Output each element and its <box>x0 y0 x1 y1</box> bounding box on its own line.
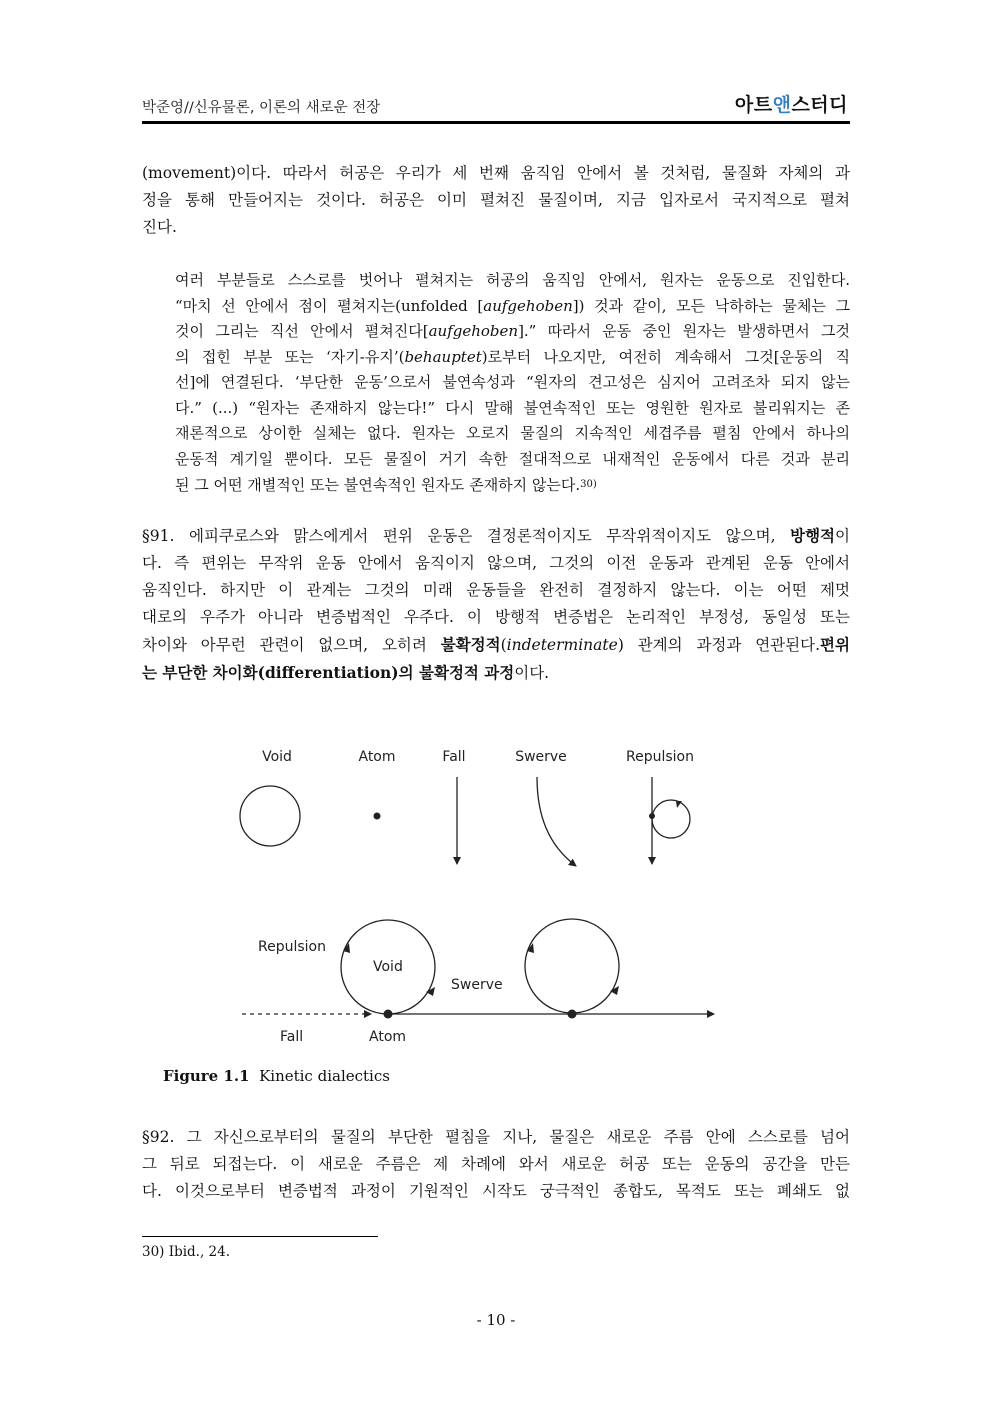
text-line: 의 접힌 부분 또는 ‘자기-유지’(behauptet)로부터 나오지만, 여전히 계속해서 그것[운동의 직 <box>175 347 850 366</box>
text-line: 재론적으로 상이한 실체는 없다. 원자는 오로지 물질의 지속적인 세겹주름 펼침 안에서 하나의 <box>175 424 850 442</box>
label-swerve: Swerve <box>515 749 567 765</box>
second-loop-circle <box>525 919 619 1013</box>
text-line: 운동적 계기일 뿐이다. 모든 물질이 거기 속한 절대적으로 내재적인 운동에서 다른 것과 분리 <box>175 449 850 468</box>
footnote-rule <box>142 1236 378 1237</box>
running-header <box>142 90 850 120</box>
label-atom: Atom <box>358 749 396 765</box>
text-line: 것이 그리는 직선 안에서 펼쳐진다[aufgehoben].” 따라서 운동 중인 원자는 발생하면서 그것 <box>175 322 850 340</box>
figure-caption <box>163 1067 390 1085</box>
text-line: 다. 즉 편위는 무작위 운동 안에서 움직이지 않으며, 그것의 이전 운동과 관계된 운동 안에서 <box>142 554 850 572</box>
header-rule <box>142 121 850 124</box>
label-atom-bottom: Atom <box>369 1029 407 1045</box>
footnote-30: 30) Ibid., 24. <box>142 1244 231 1260</box>
repulsion-loop-arrowhead <box>676 801 682 808</box>
page-number: - 10 - <box>476 1311 516 1329</box>
footnote-ref: 30) <box>580 479 597 490</box>
journal-logo <box>735 90 848 117</box>
swerve-arrow <box>537 777 576 866</box>
logo-part-3: 스터디 <box>791 94 848 116</box>
figure-kinetic-dialectics <box>230 735 730 1055</box>
text-line: 선]에 연결된다. ‘부단한 운동’으로서 불연속성과 “원자의 견고성은 심지어 고려조차 되지 않는 <box>175 373 850 391</box>
logo-part-1: 아트 <box>734 94 773 116</box>
text-line: 다.” (...) “원자는 존재하지 않는다!” 다시 말해 불연속적인 또는 영원한 원자로 불리워지는 존 <box>175 398 850 417</box>
text-line: 차이와 아무런 관련이 없으며, 오히려 불확정적(indeterminate) 관계의 과정과 연관된다.편위 <box>142 635 850 654</box>
text-line: (movement)이다. 따라서 허공은 우리가 세 번째 움직임 안에서 볼 것처럼, 물질화 자체의 과 <box>142 164 850 182</box>
label-void: Void <box>262 749 292 765</box>
label-fall: Fall <box>442 749 466 765</box>
atom-point <box>384 1010 393 1019</box>
label-repulsion: Repulsion <box>626 749 694 765</box>
text-line: 여러 부분들로 스스로를 벗어나 펼쳐지는 허공의 움직임 안에서, 원자는 운동으로 진입한다. <box>175 271 850 289</box>
text-line: 그 뒤로 되접는다. 이 새로운 주름은 제 차례에 와서 새로운 허공 또는 운동의 공간을 만든 <box>142 1155 850 1173</box>
caption-label: Figure 1.1 <box>163 1067 250 1085</box>
text-line: 진다. <box>142 218 177 236</box>
caption-text: Kinetic dialectics <box>259 1067 390 1085</box>
repulsion-atom <box>649 813 655 819</box>
block-quote <box>175 268 850 499</box>
text-line: “마치 선 안에서 점이 펼쳐지는(unfolded [aufgehoben]) 것과 같이, 모든 낙하하는 물체는 그 <box>175 296 850 315</box>
void-circle <box>240 786 300 846</box>
kinetic-diagram <box>230 735 730 1055</box>
label-fall-bottom: Fall <box>280 1029 304 1045</box>
text-line: 된 그 어떤 개별적인 또는 불연속적인 원자도 존재하지 않는다.$^{30)}$ <box>175 476 597 494</box>
atom-dot <box>374 813 381 820</box>
label-swerve-bottom: Swerve <box>451 977 503 993</box>
repulsion-loop <box>652 800 690 838</box>
text-line: 대로의 우주가 아니라 변증법적인 우주다. 이 방행적 변증법은 논리적인 부정성, 동일성 또는 <box>142 608 850 626</box>
label-void-bottom: Void <box>373 959 403 975</box>
paragraph-92 <box>142 1124 850 1205</box>
text-line: 정을 통해 만들어지는 것이다. 허공은 이미 펼쳐진 물질이며, 지금 입자로서 국지적으로 펼쳐 <box>142 191 850 209</box>
paragraph-91 <box>142 522 850 687</box>
text-line: §92. 그 자신으로부터의 물질의 부단한 펼침을 지나, 물질은 새로운 주름 안에 스스로를 넘어 <box>142 1128 850 1146</box>
text-line: 움직인다. 하지만 이 관계는 그것의 미래 운동들을 완전히 결정하지 않는다. 이는 어떤 제멋 <box>142 581 850 599</box>
text-line: §91. 에피쿠로스와 맑스에게서 편위 운동은 결정론적이지도 무작위적이지도 않으며, 방행적이 <box>142 526 850 545</box>
text-line: 다. 이것으로부터 변증법적 과정이 기원적인 시작도 궁극적인 종합도, 목적도 또는 폐쇄도 없 <box>142 1182 850 1200</box>
label-repulsion-bottom: Repulsion <box>258 939 326 955</box>
running-title: 박준영//신유물론, 이론의 새로운 전장 <box>142 100 381 116</box>
second-atom-point <box>568 1010 577 1019</box>
logo-part-2: 앤 <box>772 94 792 116</box>
paragraph-1 <box>142 160 850 241</box>
text-line: 는 부단한 차이화(differentiation)의 불확정적 과정이다. <box>142 663 550 682</box>
